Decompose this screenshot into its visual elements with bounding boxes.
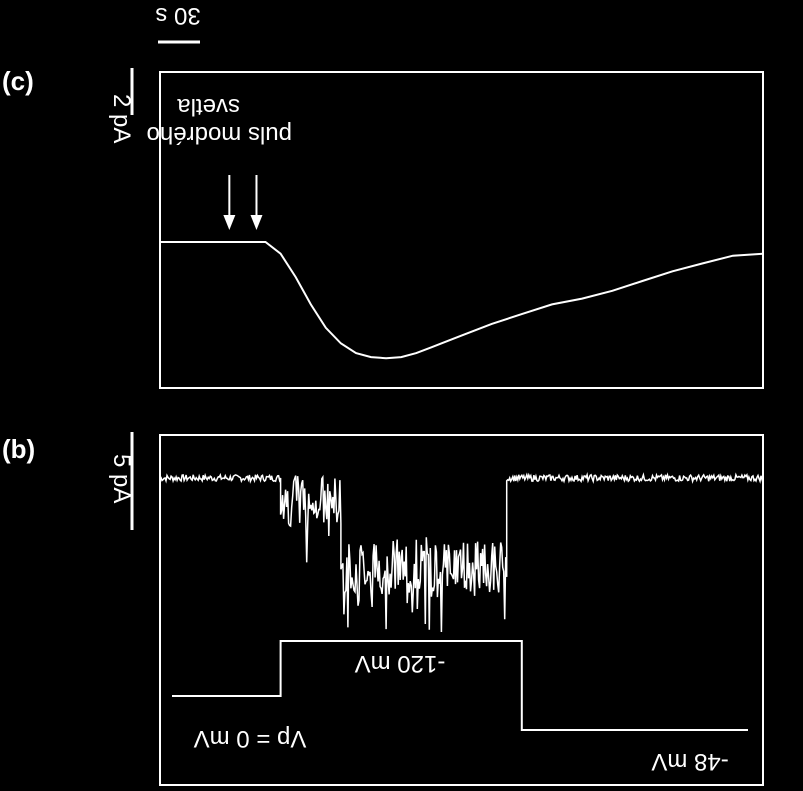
panel-c-trace <box>160 242 763 358</box>
arrow-head <box>250 215 262 230</box>
panel-c-frame <box>160 72 763 388</box>
panel-b-step-high-label: -120 mV <box>354 650 446 677</box>
panel-b-label: (b) <box>2 434 36 464</box>
panel-c-annotation-line2: puls modrého <box>146 121 292 148</box>
panel-c-label: (c) <box>2 66 34 96</box>
panel-b <box>2 432 763 785</box>
panel-b-current-trace <box>160 475 763 632</box>
panel-b-voltage-step <box>172 641 748 730</box>
panel-c-arrows <box>223 175 262 230</box>
panel-c-annotation-line1: svetla <box>177 93 240 120</box>
panel-c-scale-label: 2 pA <box>108 94 135 144</box>
arrow-head <box>223 215 235 230</box>
panel-b-step-low-label: Vp = 0 mV <box>193 725 307 752</box>
panel-c <box>2 66 763 388</box>
panel-b-scale-label: 5 pA <box>108 454 135 504</box>
panel-b-step-right-label: -48 mV <box>651 748 729 775</box>
time-scale-label: 30 s <box>155 2 201 29</box>
time-scale-bar <box>155 2 200 42</box>
